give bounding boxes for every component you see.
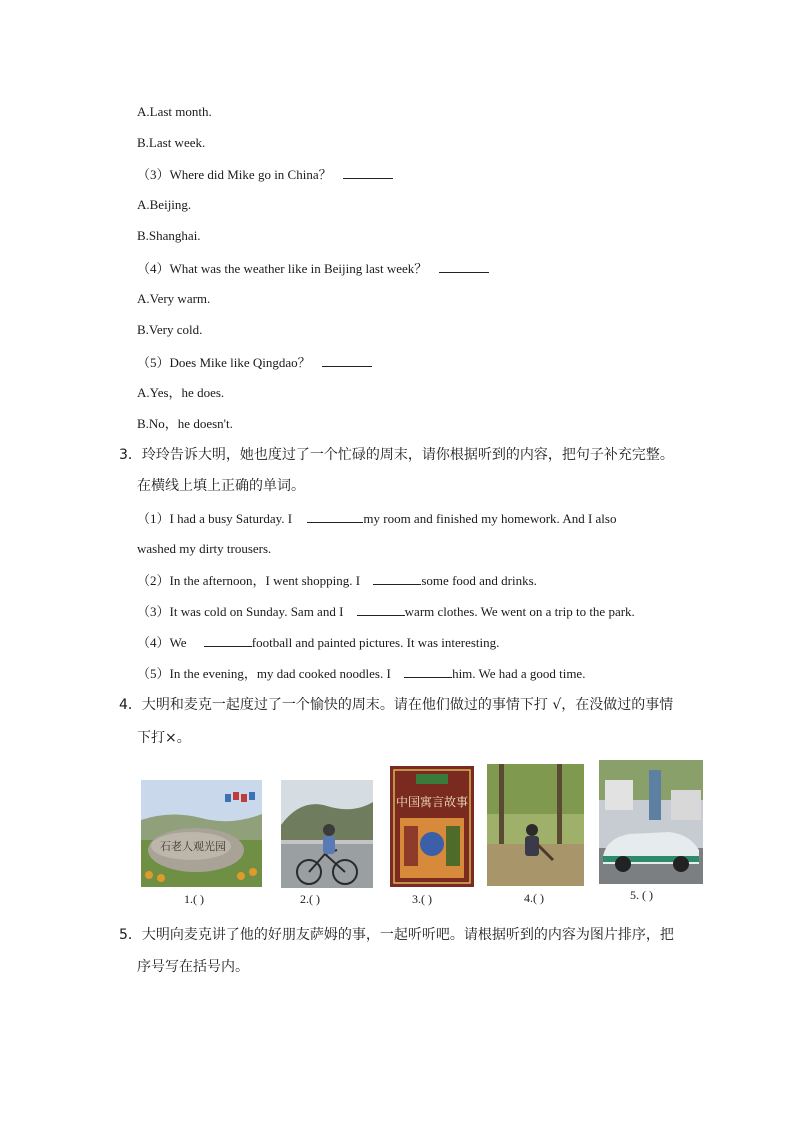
- sentence-text: （3）It was cold on Sunday. Sam and I: [137, 604, 344, 619]
- question-2-5: [137, 353, 372, 372]
- fill-blank[interactable]: [204, 633, 252, 647]
- fable-book-picture: [390, 766, 474, 887]
- sentence-text: （5）In the evening，my dad cooked noodles. I: [137, 666, 391, 681]
- option-a-beijing: A.Beijing.: [137, 197, 192, 212]
- sentence-3-2: [137, 571, 537, 590]
- option-b-shanghai: B.Shanghai.: [137, 228, 201, 243]
- sentence-text: （1）I had a busy Saturday. I: [137, 511, 293, 526]
- sentence-3-3: [137, 602, 635, 621]
- question-text: （5）Does Mike like Qingdao？: [137, 355, 311, 370]
- sentence-3-4: [137, 633, 499, 652]
- fill-blank[interactable]: [373, 571, 421, 585]
- sentence-text: some food and drinks.: [421, 573, 537, 588]
- cycling-picture: [281, 780, 373, 888]
- sentence-text: my room and finished my homework. And I also: [363, 511, 617, 526]
- fill-blank[interactable]: [307, 509, 363, 523]
- question-2-4: [137, 259, 489, 278]
- sentence-3-1-cont: washed my dirty trousers.: [137, 541, 272, 556]
- option-a-last-month: A.Last month.: [137, 104, 212, 119]
- question-3-instruction-1: 3．玲玲告诉大明，她也度过了一个忙碌的周末，请你根据听到的内容，把句子补充完整。: [119, 447, 674, 463]
- option-a-yes: A.Yes，he does.: [137, 385, 225, 400]
- stone-inscription: 石老人观光园: [160, 840, 226, 853]
- caption-4[interactable]: 4.( ): [524, 891, 544, 905]
- sentence-3-5: [137, 664, 585, 683]
- question-4-instruction-2: 下打×。: [137, 730, 191, 746]
- option-b-last-week: B.Last week.: [137, 135, 206, 150]
- answer-blank[interactable]: [343, 165, 393, 179]
- caption-2[interactable]: 2.( ): [300, 892, 320, 906]
- taxi-picture: [599, 760, 703, 884]
- stone-garden-picture: [141, 780, 262, 887]
- sentence-text: （2）In the afternoon，I went shopping. I: [137, 573, 361, 588]
- sentence-text: him. We had a good time.: [452, 666, 586, 681]
- question-text: （4）What was the weather like in Beijing last week？: [137, 261, 428, 276]
- question-3-instruction-2: 在横线上填上正确的单词。: [137, 478, 305, 494]
- sentence-3-1: [137, 509, 616, 528]
- book-title: 中国寓言故事: [395, 795, 469, 809]
- question-text: （3）Where did Mike go in China？: [137, 167, 332, 182]
- option-a-very-warm: A.Very warm.: [137, 291, 211, 306]
- fill-blank[interactable]: [357, 602, 405, 616]
- sentence-text: （4）We: [137, 635, 187, 650]
- sentence-text: warm clothes. We went on a trip to the park.: [404, 604, 635, 619]
- sentence-text: football and painted pictures. It was interesting.: [251, 635, 500, 650]
- caption-5[interactable]: 5. ( ): [630, 888, 653, 902]
- caption-1[interactable]: 1.( ): [184, 892, 204, 906]
- caption-3[interactable]: 3.( ): [412, 892, 432, 906]
- option-b-very-cold: B.Very cold.: [137, 322, 203, 337]
- question-2-3: [137, 165, 393, 184]
- question-5-instruction-2: 序号写在括号内。: [137, 959, 249, 975]
- option-b-no: B.No，he doesn't.: [137, 416, 233, 431]
- question-4-instruction-1: 4．大明和麦克一起度过了一个愉快的周末。请在他们做过的事情下打 √，在没做过的事情: [119, 697, 674, 713]
- answer-blank[interactable]: [439, 259, 489, 273]
- answer-blank[interactable]: [322, 353, 372, 367]
- fill-blank[interactable]: [404, 664, 452, 678]
- planting-picture: [487, 764, 584, 886]
- question-5-instruction-1: 5．大明向麦克讲了他的好朋友萨姆的事，一起听听吧。请根据听到的内容为图片排序，把: [119, 927, 674, 943]
